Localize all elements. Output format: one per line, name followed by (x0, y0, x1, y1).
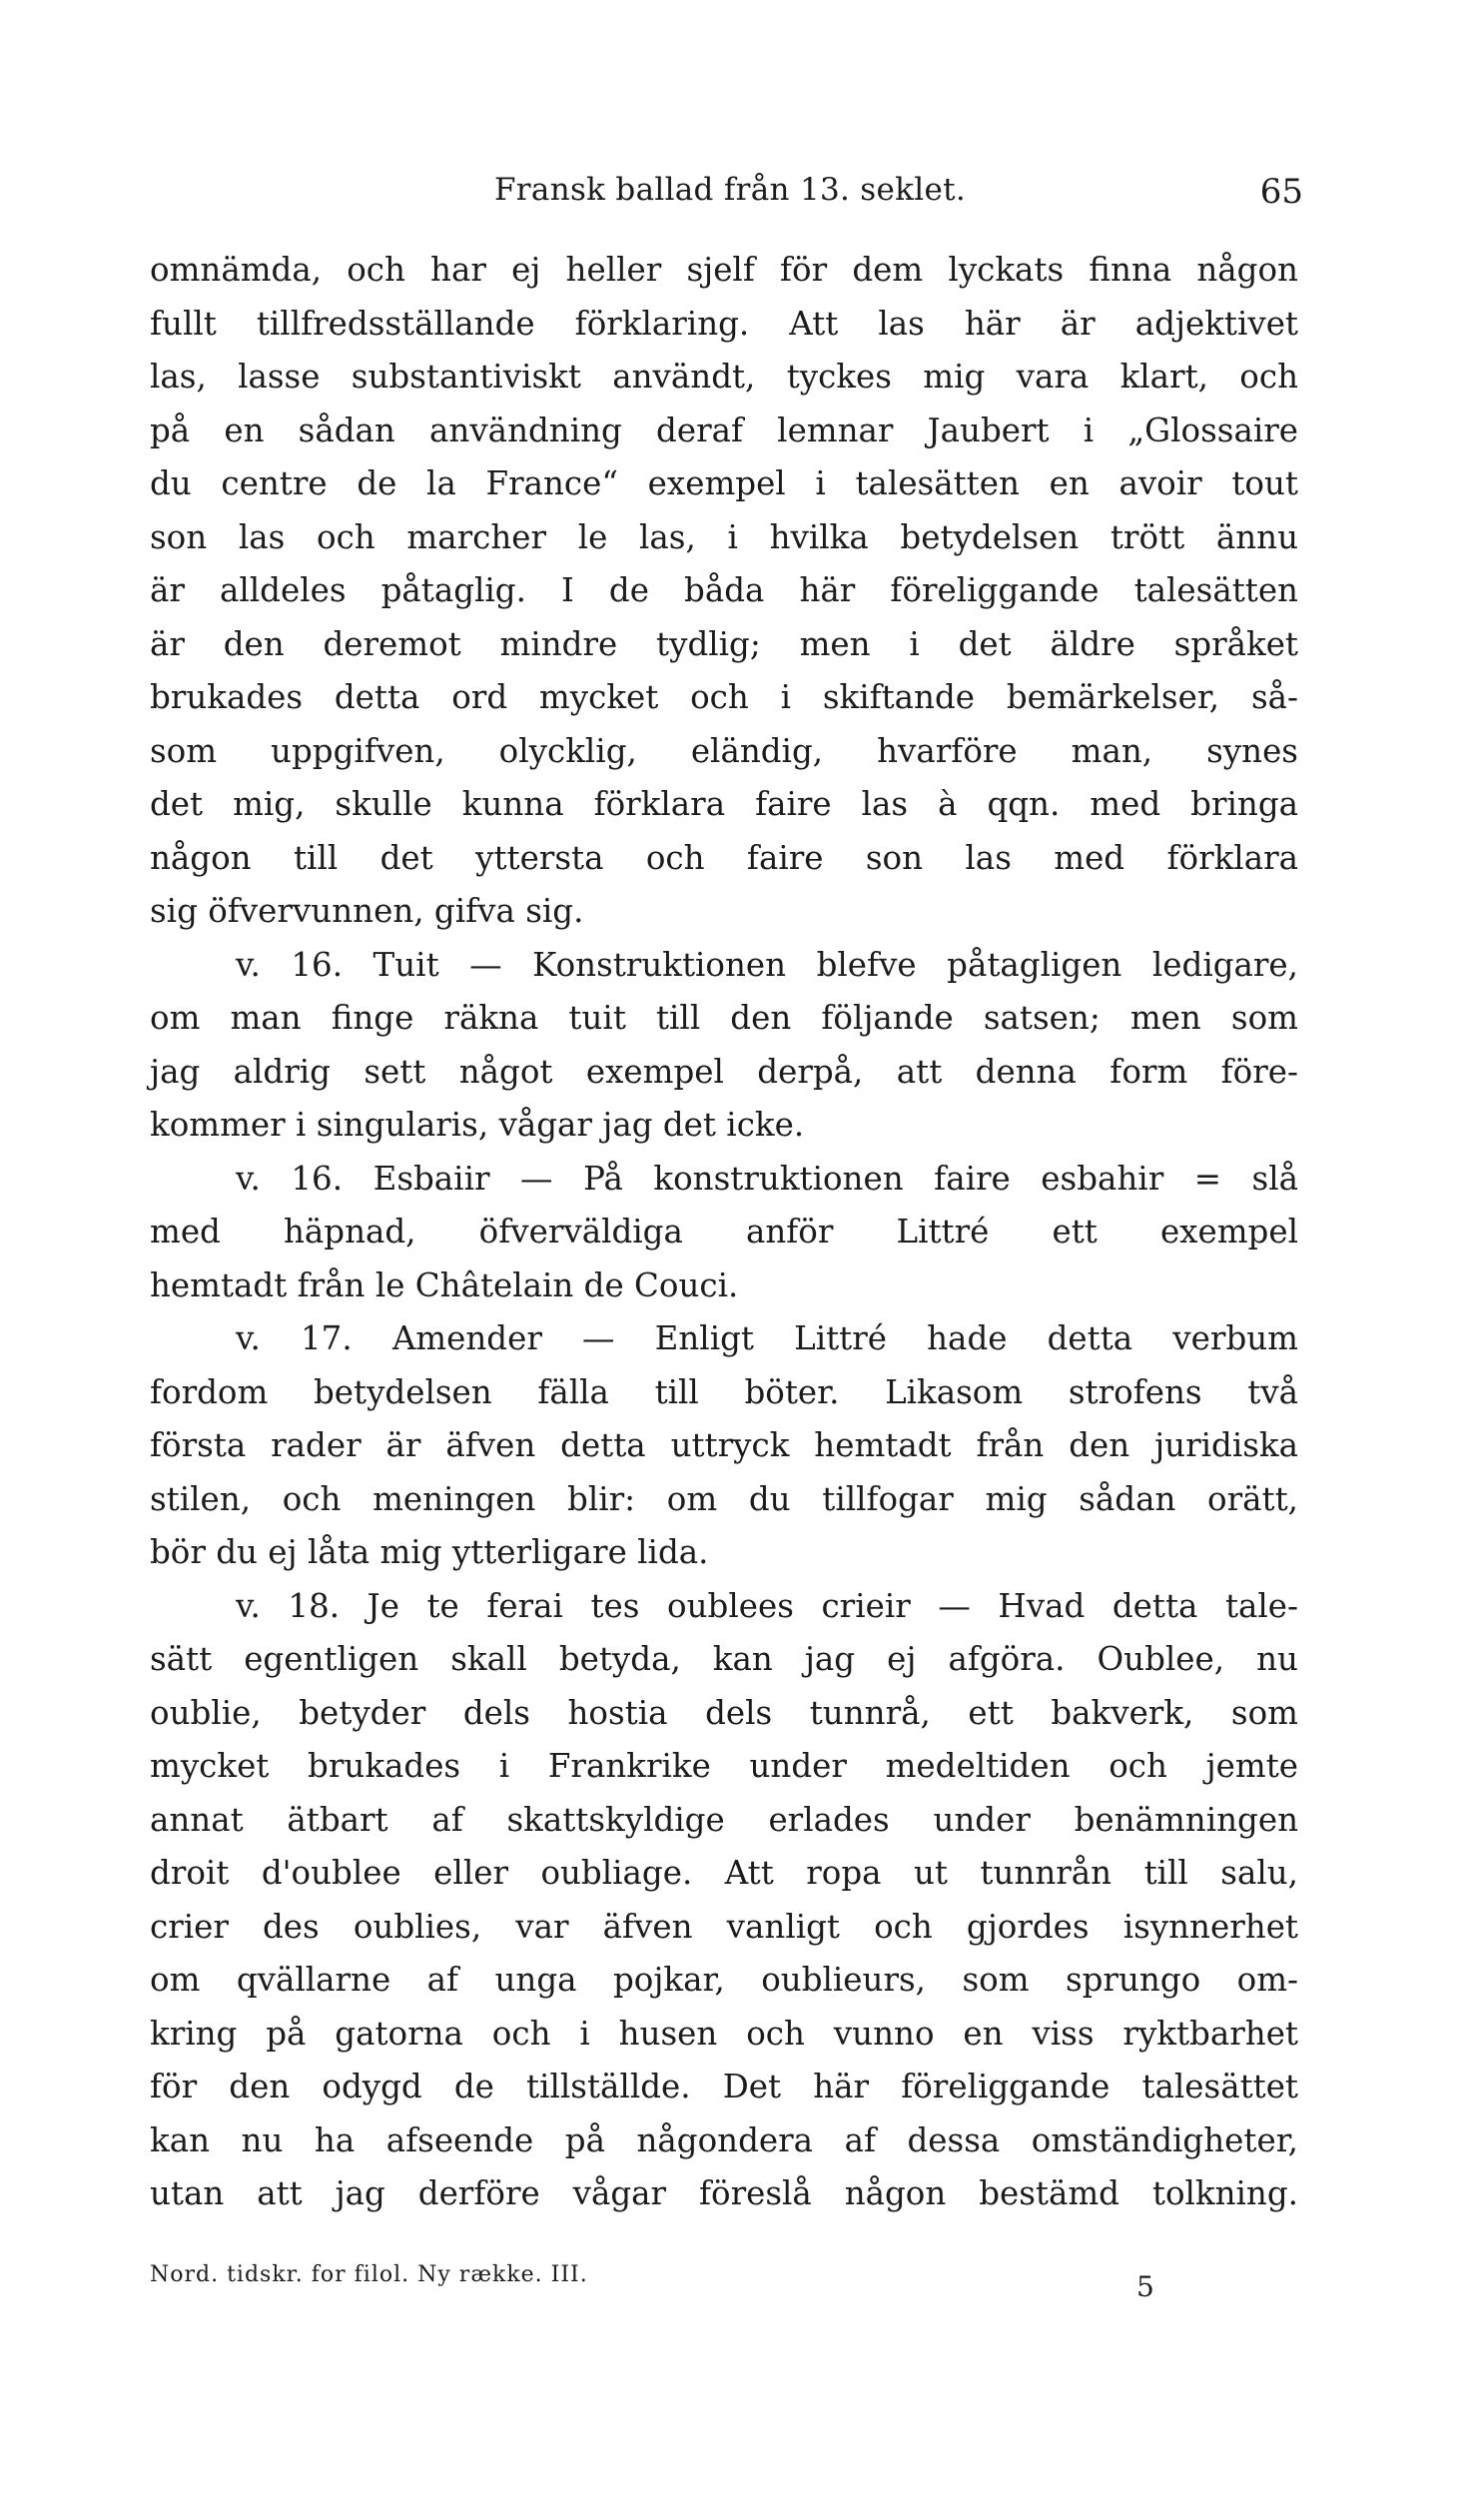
text-line: v. 17. Amender — Enligt Littré hade detta verbum (236, 1319, 1298, 1357)
signature-line: Nord. tidskr. for filol. Ny række. III. (150, 2262, 588, 2287)
text-line: hemtadt från le Châtelain de Couci. (150, 1265, 739, 1304)
text-line: fordom betydelsen fälla till böter. Likasom strofens två (150, 1372, 1298, 1411)
text-line: mycket brukades i Frankrike under medeltiden och jemte (150, 1747, 1298, 1785)
text-line: son las och marcher le las, i hvilka betydelsen trött ännu (150, 517, 1298, 556)
text-line: om qvällarne af unga pojkar, oublieurs, som sprungo om- (150, 1961, 1298, 1999)
text-line: någon till det yttersta och faire son las med förklara (150, 838, 1298, 877)
text-line: v. 16. Tuit — Konstruktionen blefve påtagligen ledigare, (236, 945, 1298, 984)
text-line: sig öfvervunnen, gifva sig. (150, 892, 584, 930)
text-line: v. 18. Je te ferai tes oublees crieir — Hvad detta tale- (236, 1586, 1298, 1625)
page-header (150, 172, 1308, 222)
body-text (150, 244, 1298, 2221)
text-line: utan att jag derföre vågar föreslå någon bestämd tolkning. (150, 2174, 1298, 2212)
text-line: stilen, och meningen blir: om du tillfogar mig sådan orätt, (150, 1479, 1298, 1518)
text-line: sätt egentligen skall betyda, kan jag ej afgöra. Oublee, nu (150, 1640, 1298, 1678)
text-line: jag aldrig sett något exempel derpå, att denna form före- (150, 1052, 1298, 1091)
text-line: kring på gatorna och i husen och vunno en viss ryktbarhet (150, 2014, 1298, 2053)
text-line: omnämda, och har ej heller sjelf för dem lyckats finna någon (150, 251, 1298, 289)
text-line: på en sådan användning deraf lemnar Jaubert i „Glossaire (150, 411, 1298, 449)
text-line: crier des oublies, var äfven vanligt och gjordes isynnerhet (150, 1907, 1298, 1946)
text-line: bör du ej låta mig ytterligare lida. (150, 1533, 709, 1571)
text-line: brukades detta ord mycket och i skiftande bemärkelser, så- (150, 678, 1298, 716)
text-line: du centre de la France“ exempel i talesätten en avoir tout (150, 464, 1298, 502)
text-line: det mig, skulle kunna förklara faire las à qqn. med bringa (150, 785, 1298, 823)
text-line: oublie, betyder dels hostia dels tunnrå, ett bakverk, som (150, 1693, 1298, 1732)
text-line: är alldeles påtaglig. I de båda här föreliggande talesätten (150, 571, 1298, 609)
text-line: v. 16. Esbaiir — På konstruktionen faire esbahir = slå (236, 1159, 1298, 1198)
text-line: med häpnad, öfverväldiga anför Littré ett exempel (150, 1213, 1298, 1251)
page-number: 65 (1259, 172, 1303, 212)
text-line: är den deremot mindre tydlig; men i det äldre språket (150, 624, 1298, 663)
running-title: Fransk ballad från 13. seklet. (494, 172, 967, 208)
page-footer (150, 2262, 1298, 2302)
text-line: för den odygd de tillställde. Det här föreliggande talesättet (150, 2068, 1298, 2105)
text-line: kommer i singularis, vågar jag det icke. (150, 1106, 805, 1144)
text-line: första rader är äfven detta uttryck hemtadt från den juridiska (150, 1426, 1298, 1464)
text-line: las, lasse substantiviskt användt, tyckes mig vara klart, och (150, 358, 1298, 396)
text-line: kan nu ha afseende på någondera af dessa omständigheter, (150, 2120, 1298, 2159)
text-line: om man finge räkna tuit till den följande satsen; men som (150, 999, 1298, 1037)
sheet-number: 5 (1136, 2270, 1155, 2303)
text-line: droit d'oublee eller oubliage. Att ropa ut tunnrån till salu, (150, 1854, 1298, 1892)
text-line: annat ätbart af skattskyldige erlades under benämningen (150, 1800, 1298, 1839)
text-line: fullt tillfredsställande förklaring. Att las här är adjektivet (150, 304, 1298, 343)
text-line: som uppgifven, olycklig, eländig, hvarföre man, synes (150, 731, 1298, 770)
